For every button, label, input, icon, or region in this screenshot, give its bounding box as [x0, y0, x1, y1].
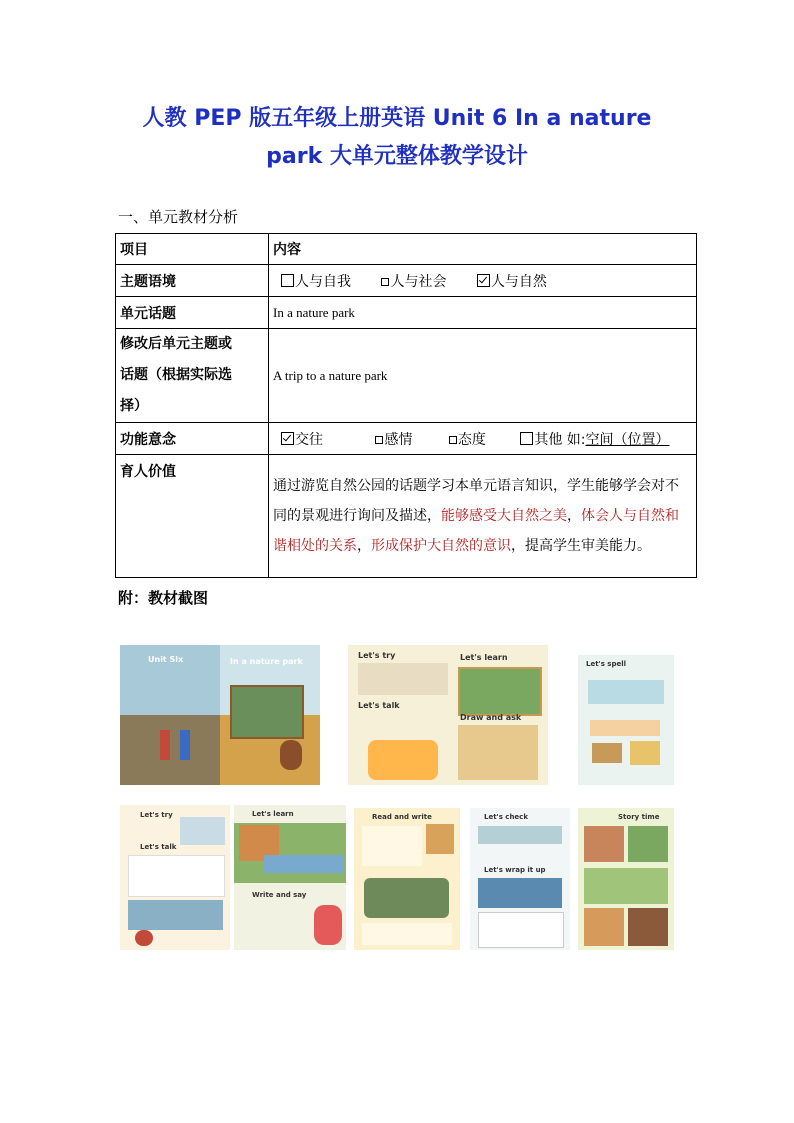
option-nature[interactable]: 人与自然: [477, 271, 547, 291]
textbook-image-3: Let's spell: [578, 655, 674, 785]
values-label: 育人价值: [116, 455, 269, 578]
checkbox-checked-icon: [281, 432, 294, 445]
textbook-image-6: Read and write: [354, 808, 460, 950]
revised-topic-label: 修改后单元主题或 话题（根据实际选 择）: [116, 329, 269, 423]
function-options: [269, 423, 697, 455]
title-line-2: park 大单元整体教学设计: [266, 144, 528, 169]
textbook-image-2: Let's try Let's learn Let's talk Draw and ask: [348, 645, 548, 785]
title-line-1: 人教 PEP 版五年级上册英语 Unit 6 In a nature: [142, 106, 652, 131]
section-heading: 一、单元教材分析: [118, 208, 239, 226]
checkbox-checked-icon: [477, 274, 490, 287]
option-emotion[interactable]: 感情: [375, 429, 412, 449]
theme-context-options: [269, 265, 697, 297]
textbook-image-5: Let's learn Write and say: [234, 805, 346, 950]
option-communication[interactable]: 交往: [281, 429, 323, 449]
analysis-table: [115, 233, 697, 578]
theme-context-label: 主题语境: [116, 265, 269, 297]
checkbox-unchecked-icon: [520, 432, 533, 445]
checkbox-unchecked-icon: [381, 278, 389, 286]
attachment-label: 附：教材截图: [118, 589, 209, 607]
header-item: 项目: [116, 234, 269, 265]
checkbox-unchecked-icon: [281, 274, 294, 287]
textbook-image-4: Let's try Let's talk: [120, 805, 230, 950]
other-value: 空间（位置）: [585, 431, 670, 448]
option-society[interactable]: 人与社会: [381, 271, 446, 291]
option-self[interactable]: 人与自我: [281, 271, 351, 291]
values-text: 通过游览自然公园的话题学习本单元语言知识，学生能够学会对不同的景观进行询问及描述，能够感受大自然之美，体会人与自然和谐相处的关系，形成保护大自然的意识，提高学生审美能力。: [269, 455, 697, 578]
checkbox-unchecked-icon: [449, 436, 457, 444]
textbook-image-1: [120, 645, 320, 785]
option-attitude[interactable]: 态度: [449, 429, 486, 449]
document-title: [0, 100, 794, 176]
checkbox-unchecked-icon: [375, 436, 383, 444]
unit-topic-label: 单元话题: [116, 297, 269, 329]
function-label: 功能意念: [116, 423, 269, 455]
unit-topic-value: In a nature park: [269, 297, 697, 329]
unit-six-header: Unit Six: [148, 655, 184, 664]
nature-park-header: In a nature park: [230, 657, 303, 666]
textbook-image-8: Story time: [578, 808, 674, 950]
revised-topic-value: A trip to a nature park: [269, 329, 697, 423]
option-other[interactable]: 其他 如:空间（位置）: [520, 429, 669, 449]
header-content: 内容: [269, 234, 697, 265]
textbook-image-7: Let's check Let's wrap it up: [470, 808, 570, 950]
